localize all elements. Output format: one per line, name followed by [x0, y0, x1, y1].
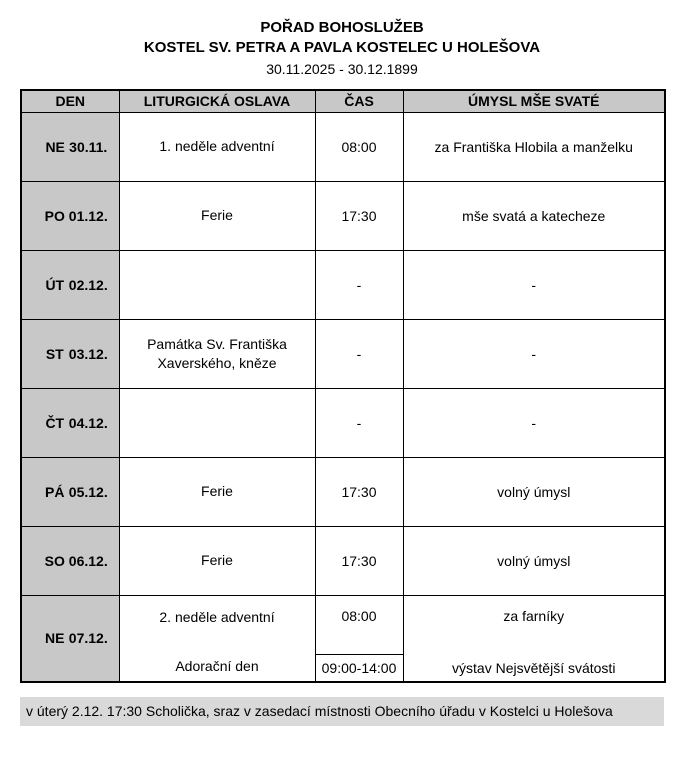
oslava-cell: Ferie — [119, 181, 315, 250]
table-header-row — [21, 90, 665, 112]
table-row — [21, 181, 665, 250]
church-name: KOSTEL SV. PETRA A PAVLA KOSTELEC U HOLEŠOVA — [143, 39, 541, 56]
time-secondary: 09:00-14:00 — [316, 654, 403, 680]
oslava-cell: Ferie — [119, 457, 315, 526]
page-title: POŘAD BOHOSLUŽEB — [260, 19, 424, 36]
day-date: 05.12. — [68, 483, 108, 500]
umysl-cell: volný úmysl — [403, 457, 665, 526]
day-abbr: NE — [45, 138, 65, 155]
time-primary: 08:00 — [341, 607, 377, 624]
umysl-cell: - — [403, 388, 665, 457]
day-date: 01.12. — [68, 207, 108, 224]
table-row — [21, 250, 665, 319]
umysl-cell: - — [403, 319, 665, 388]
umysl-cell: volný úmysl — [403, 526, 665, 595]
day-abbr: ČT — [45, 414, 65, 431]
day-date: 04.12. — [68, 414, 108, 431]
schedule-table — [20, 89, 666, 683]
den-cell — [21, 112, 119, 181]
column-header-cas: ČAS — [315, 90, 403, 112]
oslava-cell — [119, 250, 315, 319]
intention-primary: za farníky — [503, 607, 565, 624]
column-header-oslava: LITURGICKÁ OSLAVA — [119, 90, 315, 112]
day-abbr: ST — [45, 345, 64, 362]
umysl-cell — [403, 595, 665, 682]
oslava-cell: Ferie — [119, 526, 315, 595]
table-row — [21, 388, 665, 457]
document-header — [20, 18, 664, 79]
cas-cell: 08:00 — [315, 112, 403, 181]
oslava-cell: Památka Sv. Františka Xaverského, kněze — [119, 319, 315, 388]
cas-cell: 17:30 — [315, 181, 403, 250]
umysl-cell: - — [403, 250, 665, 319]
celebration-secondary: Adorační den — [175, 657, 259, 674]
oslava-cell — [119, 388, 315, 457]
den-cell — [21, 181, 119, 250]
intention-secondary: výstav Nejsvětější svátosti — [452, 659, 616, 676]
day-date: 03.12. — [68, 345, 108, 362]
day-abbr: NE — [45, 630, 65, 647]
den-cell — [21, 250, 119, 319]
celebration-primary: 2. neděle adventní — [159, 608, 275, 625]
day-date: 07.12. — [68, 630, 108, 647]
den-cell — [21, 526, 119, 595]
date-range: 30.11.2025 - 30.12.1899 — [266, 61, 418, 77]
oslava-cell: 1. neděle adventní — [119, 112, 315, 181]
table-row — [21, 595, 665, 682]
day-abbr: SO — [44, 552, 65, 569]
table-row — [21, 319, 665, 388]
day-abbr: PÁ — [45, 483, 65, 500]
den-cell — [21, 319, 119, 388]
cas-cell — [315, 595, 403, 682]
oslava-cell — [119, 595, 315, 682]
column-header-den: DEN — [21, 90, 119, 112]
umysl-cell: mše svatá a katecheze — [403, 181, 665, 250]
cas-cell: - — [315, 250, 403, 319]
day-date: 30.11. — [69, 138, 108, 155]
cas-cell: 17:30 — [315, 457, 403, 526]
den-cell — [21, 457, 119, 526]
table-row — [21, 457, 665, 526]
day-abbr: PO — [44, 207, 65, 224]
den-cell — [21, 388, 119, 457]
cas-cell: - — [315, 319, 403, 388]
day-date: 06.12. — [68, 552, 108, 569]
den-cell — [21, 595, 119, 682]
table-row — [21, 526, 665, 595]
day-date: 02.12. — [68, 276, 108, 293]
umysl-cell: za Františka Hlobila a manželku — [403, 112, 665, 181]
table-row — [21, 112, 665, 181]
column-header-umysl: ÚMYSL MŠE SVATÉ — [403, 90, 665, 112]
cas-cell: - — [315, 388, 403, 457]
cas-cell: 17:30 — [315, 526, 403, 595]
footer-note: v úterý 2.12. 17:30 Scholička, sraz v zasedací místnosti Obecního úřadu v Kostelci u Holešova — [20, 697, 664, 726]
day-abbr: ÚT — [45, 276, 65, 293]
